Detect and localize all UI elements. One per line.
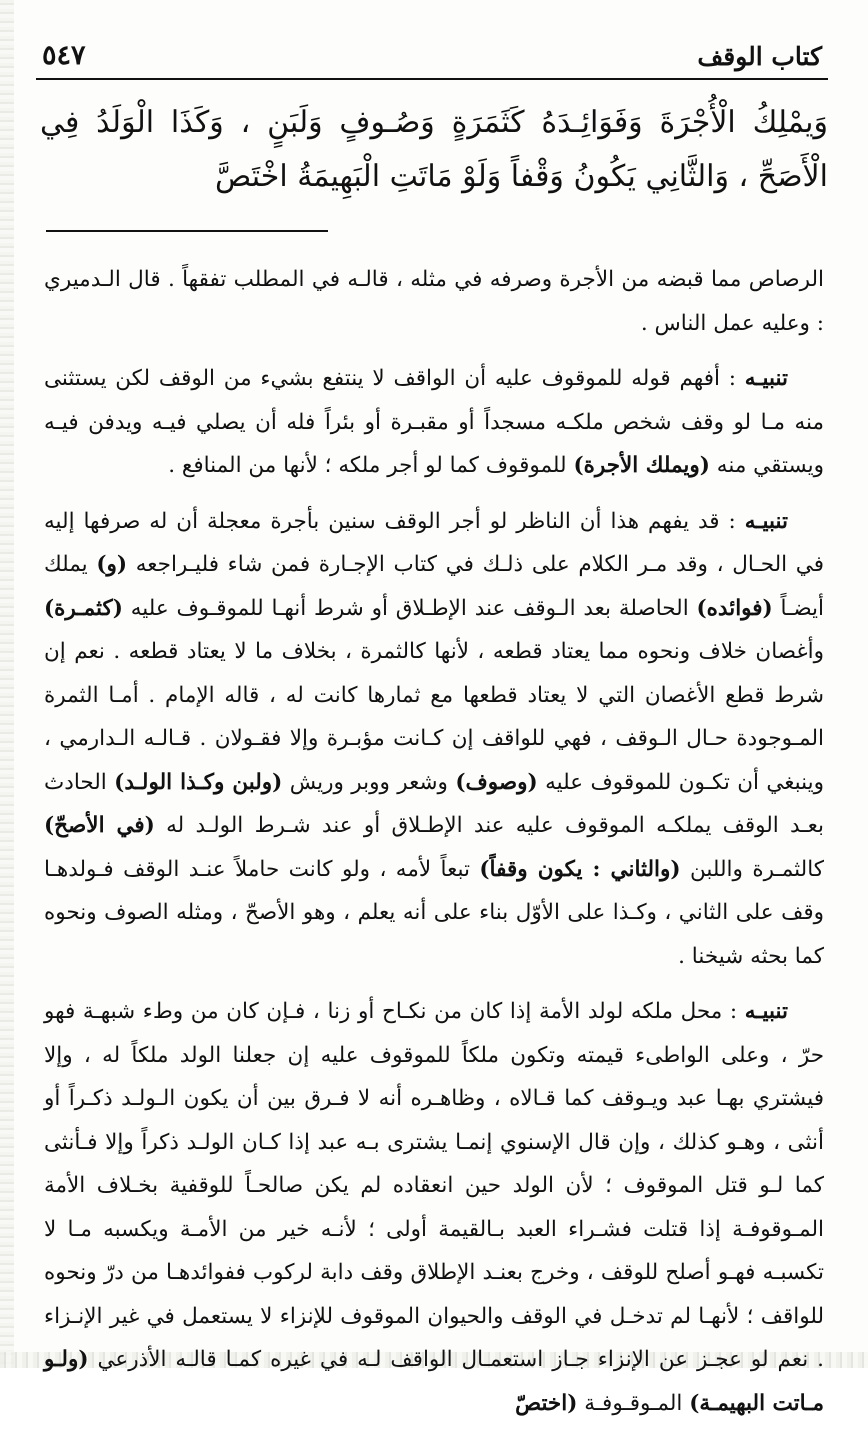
commentary-text: الرصاص مما قبضه من الأجرة وصرفه في مثله ، قالـه في المطلب تفقهاً . قال الـدميري : وعليه عمل الناس . [44, 267, 824, 336]
commentary-paragraph-4 [44, 990, 824, 1425]
matn-text [40, 96, 828, 204]
commentary-text: الحادث بعـد الوقف يملكـه الموقوف عليه عند الإطـلاق أو عند شـرط الولـد له [44, 769, 824, 838]
matn-quote: (اختصّ [515, 1390, 578, 1416]
matn-quote: (كثمـرة) [44, 595, 123, 621]
page-header [36, 38, 828, 80]
footnote-separator [46, 230, 328, 232]
tanbih-heading: تنبيـه [744, 999, 788, 1024]
commentary-paragraph-3 [44, 500, 824, 979]
matn-quote: (فوائده) [696, 595, 773, 621]
commentary-text: للموقوف كما لو أجر ملكه ؛ لأنها من المنافع . [168, 453, 574, 478]
tanbih-heading: تنبيـه [744, 508, 788, 534]
matn-quote: (و) [96, 552, 128, 577]
commentary-paragraph-2 [44, 357, 824, 488]
commentary-text: وأغصان خلاف ونحوه مما يعتاد قطعه ، لأنها كالثمرة ، بخلاف ما لا يعتاد قطعه . نعم إن شرط قطع الأغصان التي لا يعتاد قطعها مع ثمارها كانت له ، قاله الإمام . أمـا الثمرة المـوجودة حـال الـوقف ، فهي للواقف إن كـانت مؤبـرة وإلا فقـولان . قـالـه الـدارمي ، وينبغي أن تكـون للموقوف عليه [44, 639, 824, 795]
matn-quote: (ويملك الأجرة) [573, 453, 710, 478]
commentary-text: وشعر ووبر وريش [282, 769, 456, 795]
matn-quote: (ولبن وكـذا الولـد) [114, 769, 283, 795]
commentary-paragraph-1 [44, 258, 824, 345]
running-title: كتاب الوقف [697, 42, 822, 71]
tanbih-heading: تنبيـه [744, 366, 788, 391]
commentary-text: : قد يفهم هذا أن الناظر لو أجر الوقف سنين بأجرة معجلة أن له صرفها إليه في الحـال ، وقد مـر الكلام على ذلـك في كتاب الإجـارة فمن شاء فليـراجعه [44, 508, 824, 577]
commentary [44, 258, 824, 1437]
commentary-text: : محل ملكه لولد الأمة إذا كان من نكـاح أو زنا ، فـإن كان من وطء شبهـة فهو حرّ ، وعلى الواطىء قيمته وتكون ملكاً للموقوف عليه إن جعلنا الولد ملكاً له ، وإلا فيشتري بهـا عبد ويـوقف كما قـالاه ، وظاهـره أنه لا فـرق بين أن يكون الـولـد ذكـراً أو أنثى ، وهـو كذلك ، وإن قال الإسنوي إنمـا يشترى بـه عبد إذا كـان الولـد ذكراً وإلا فـأنثى كما لـو قتل الموقوف ؛ لأن الولد حين انعقاده لم يكن صالحـاً للوقفية بخـلاف الأمة المـوقوفـة إذا قتلت فشـراء العبد بـالقيمة أولى ؛ لأنـه خير من الأمـة ويكسبه مـا لا تكسبـه فهـو أصلح للوقف ، وخرج بعنـد الإطلاق وقف دابة لركوب ففوائدهـا من درّ ونحوه للواقف ؛ لأنهـا لم تدخـل في الوقف والحيوان الموقوف للإنزاء لا يستعمل في غير الإنـزاء . نعم لو عجـز عن الإنزاء جـاز استعمـال الواقف لـه في غيره كمـا قالـه الأذرعي [44, 999, 824, 1372]
page-number: ٥٤٧ [42, 40, 86, 71]
matn-quote: (والثاني : يكون وقفاً) [479, 856, 681, 882]
commentary-text: كالثمـرة واللبن [680, 856, 825, 882]
matn-quote: (في الأصحّ) [44, 813, 155, 838]
matn-quote: (ولـو مـاتت البهيمـة) [44, 1347, 824, 1416]
commentary-text: : أفهم قوله للموقوف عليه أن الواقف لا ينتفع بشيء من الوقف لكن يستثنى منه مـا لو وقف شخص ملكـه مسجداً أو مقبـرة أو بئراً فله أن يصلي فيـه ويدفن فيـه ويستقي منه [44, 366, 824, 478]
commentary-text: تبعاً لأمه ، ولو كانت حاملاً عنـد الوقف فـولدهـا وقف على الثاني ، وكـذا على الأوّل بناء على أنه يعلم ، وهو الأصحّ ، ومثله الصوف ونحوه كما بحثه شيخنا . [44, 856, 824, 969]
commentary-text: الحاصلة بعد الـوقف عند الإطـلاق أو شرط أنهـا للموقـوف عليه [122, 595, 697, 621]
matn-quote: (وصوف) [455, 769, 538, 795]
matn-text-body: وَيمْلِكُ الْأُجْرَةَ وَفَوَائِـدَهُ كَثَمَرَةٍ وَصُـوفٍ وَلَبَنٍ ، وَكَذَا الْوَلَدُ فِي الْأَصَحِّ ، وَالثَّانِي يَكُونُ وَقْفاً وَلَوْ مَاتَتِ الْبَهِيمَةُ اخْتَصَّ [40, 105, 828, 194]
scan-edge-left [0, 0, 14, 1368]
commentary-text: المـوقـوفـة [577, 1390, 690, 1416]
commentary-text: يملك أيضـاً [44, 552, 824, 621]
